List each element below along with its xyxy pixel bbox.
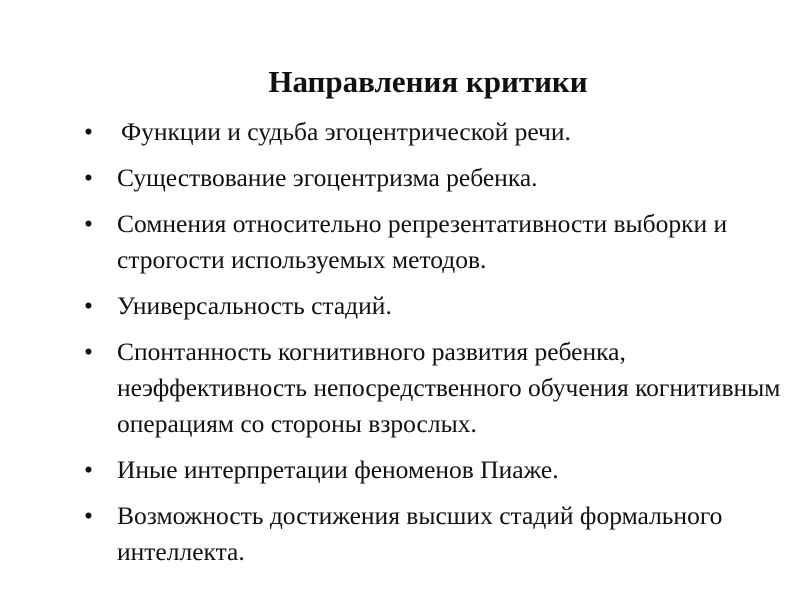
bullet-dot-icon: • [84, 117, 93, 146]
list-item [84, 452, 784, 488]
bullet-dot-icon: • [84, 337, 93, 366]
list-item [84, 334, 784, 442]
list-item-text: Спонтанность когнитивного развития ребенка, неэффективность непосредственного обучения когнитивным операциям со стороны взрослых. [117, 337, 781, 438]
list-item [84, 498, 784, 570]
bullet-dot-icon: • [84, 455, 93, 484]
list-item [84, 114, 784, 150]
list-item [84, 206, 784, 278]
list-item-text: Существование эгоцентризма ребенка. [117, 163, 538, 192]
list-item-text: Возможность достижения высших стадий формального интеллекта. [117, 501, 723, 566]
bullet-dot-icon: • [84, 501, 93, 530]
slide-title: Направления критики [268, 64, 588, 99]
list-item-text: Иные интерпретации феноменов Пиаже. [117, 455, 559, 484]
list-item-text: Функции и судьба эгоцентрической речи. [121, 117, 571, 146]
bullet-dot-icon: • [84, 163, 93, 192]
list-item-text: Сомнения относительно репрезентативности выборки и строгости используемых методов. [117, 209, 728, 274]
bullet-list [84, 114, 784, 580]
bullet-dot-icon: • [84, 209, 93, 238]
bullet-dot-icon: • [84, 291, 93, 320]
list-item-text: Универсальность стадий. [117, 291, 392, 320]
list-item [84, 288, 784, 324]
list-item [84, 160, 784, 196]
